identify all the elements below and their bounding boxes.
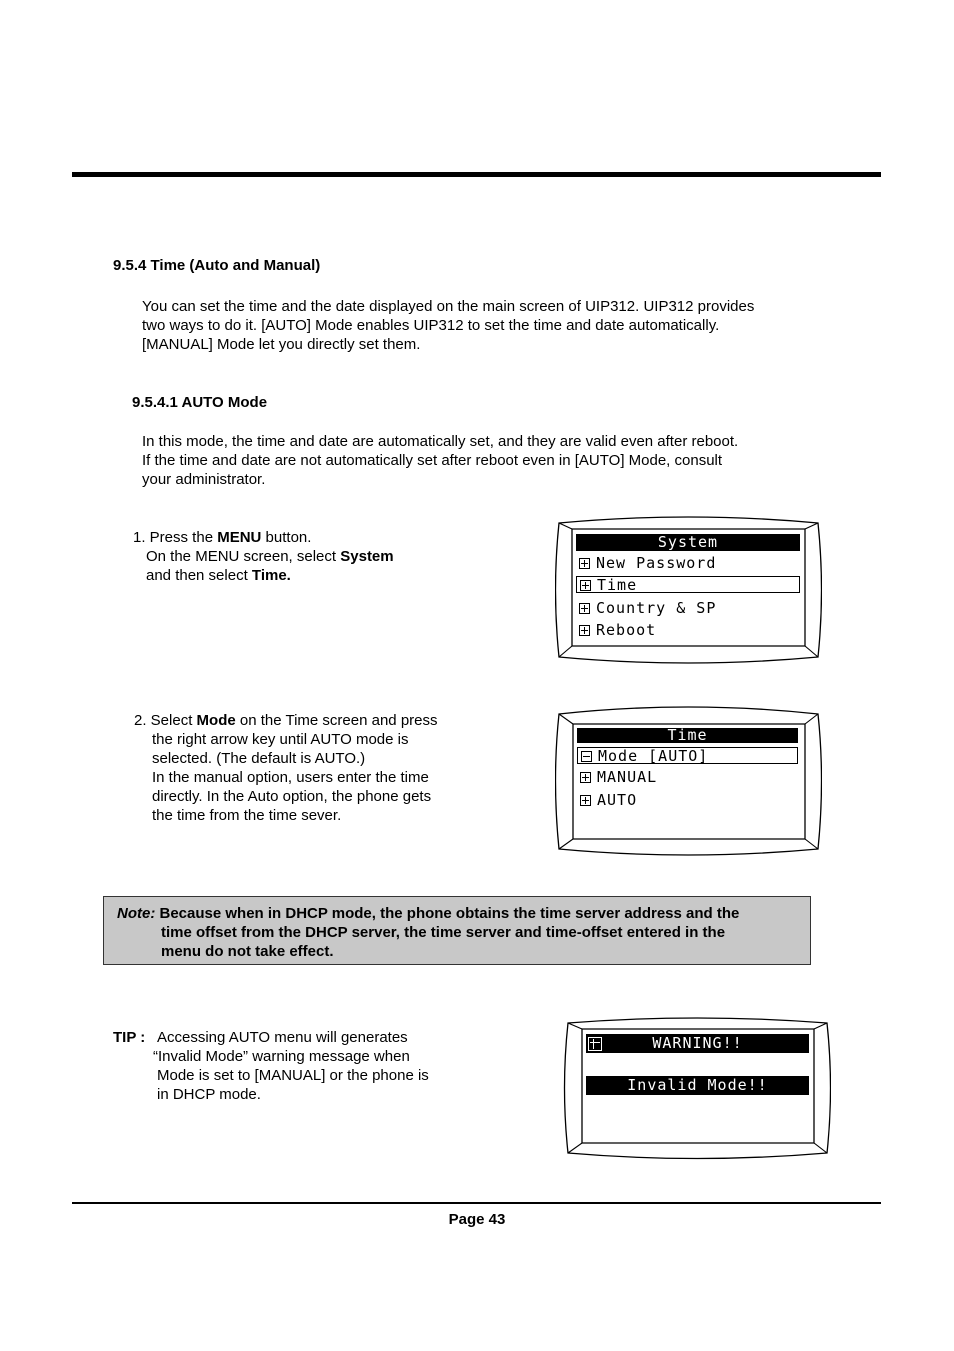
- step-2-line: selected. (The default is AUTO.): [152, 750, 366, 767]
- section-intro: [142, 297, 754, 354]
- step-1: [133, 528, 394, 585]
- subsection-heading: 9.5.4.1 AUTO Mode: [132, 394, 268, 411]
- intro-line: In this mode, the time and date are automatically set, and they are valid even after reboot.: [142, 433, 739, 450]
- expand-icon: [580, 772, 591, 783]
- warning-title-bar: [586, 1034, 809, 1053]
- intro-line: You can set the time and the date displayed on the main screen of UIP312. UIP312 provides: [142, 298, 755, 315]
- expand-icon: [579, 558, 590, 569]
- step-2-line: In the manual option, users enter the time: [152, 769, 429, 786]
- intro-line: If the time and date are not automatically set after reboot even in [AUTO] Mode, consult: [142, 452, 723, 469]
- step-2-line: the time from the time sever.: [152, 807, 342, 824]
- time-menu-screen: [555, 704, 822, 857]
- intro-line: your administrator.: [142, 471, 266, 488]
- step-2: [134, 711, 438, 825]
- intro-line: two ways to do it. [AUTO] Mode enables UIP312 to set the time and date automatically.: [142, 317, 720, 334]
- expand-icon: [579, 603, 590, 614]
- note-box: [103, 896, 811, 965]
- warning-screen: [563, 1017, 831, 1160]
- note-label: Note:: [117, 905, 156, 922]
- collapse-icon: [581, 751, 592, 762]
- screen-title: System: [576, 534, 800, 551]
- section-heading: 9.5.4 Time (Auto and Manual): [113, 257, 321, 274]
- menu-item-manual[interactable]: MANUAL: [577, 769, 657, 786]
- step-2-line: directly. In the Auto option, the phone gets: [152, 788, 432, 805]
- warning-title: WARNING!!: [652, 1034, 743, 1052]
- menu-item-auto[interactable]: AUTO: [577, 792, 637, 809]
- expand-icon: [579, 625, 590, 636]
- screen-title: Time: [577, 728, 798, 743]
- tip-line: Mode is set to [MANUAL] or the phone is: [157, 1067, 429, 1084]
- step-1-line: On the MENU screen, select System: [146, 548, 394, 565]
- subsection-intro: [142, 432, 738, 489]
- warning-message: Invalid Mode!!: [586, 1076, 809, 1095]
- step-2-line: 2. Select Mode on the Time screen and press: [134, 712, 438, 729]
- intro-line: [MANUAL] Mode let you directly set them.: [142, 336, 421, 353]
- expand-icon: [580, 795, 591, 806]
- tip-label: TIP :: [113, 1029, 146, 1046]
- header-rule: [72, 172, 881, 177]
- note-line: time offset from the DHCP server, the time server and time-offset entered in the: [161, 924, 726, 941]
- step-1-line: 1. Press the MENU button.: [133, 529, 312, 546]
- step-1-line: and then select Time.: [146, 567, 291, 584]
- tip-line: “Invalid Mode” warning message when: [153, 1048, 410, 1065]
- menu-item-new-password[interactable]: New Password: [576, 555, 716, 572]
- page-number: Page 43: [448, 1211, 506, 1228]
- menu-item-time[interactable]: Time: [576, 576, 800, 593]
- step-2-line: the right arrow key until AUTO mode is: [152, 731, 409, 748]
- note-line: menu do not take effect.: [161, 943, 334, 960]
- note-line: Note: Because when in DHCP mode, the phone obtains the time server address and the: [117, 905, 740, 922]
- menu-item-reboot[interactable]: Reboot: [576, 622, 656, 639]
- expand-icon: [580, 580, 591, 591]
- footer-rule: [72, 1202, 881, 1204]
- tip-text: [153, 1028, 429, 1104]
- tip-line: Accessing AUTO menu will generates: [157, 1029, 408, 1046]
- menu-item-mode[interactable]: Mode [AUTO]: [577, 747, 798, 764]
- system-menu-screen: [555, 515, 822, 665]
- warning-plus-icon: [588, 1037, 602, 1051]
- tip-line: in DHCP mode.: [157, 1086, 261, 1103]
- menu-item-country-sp[interactable]: Country & SP: [576, 600, 716, 617]
- tip: [113, 1028, 513, 1108]
